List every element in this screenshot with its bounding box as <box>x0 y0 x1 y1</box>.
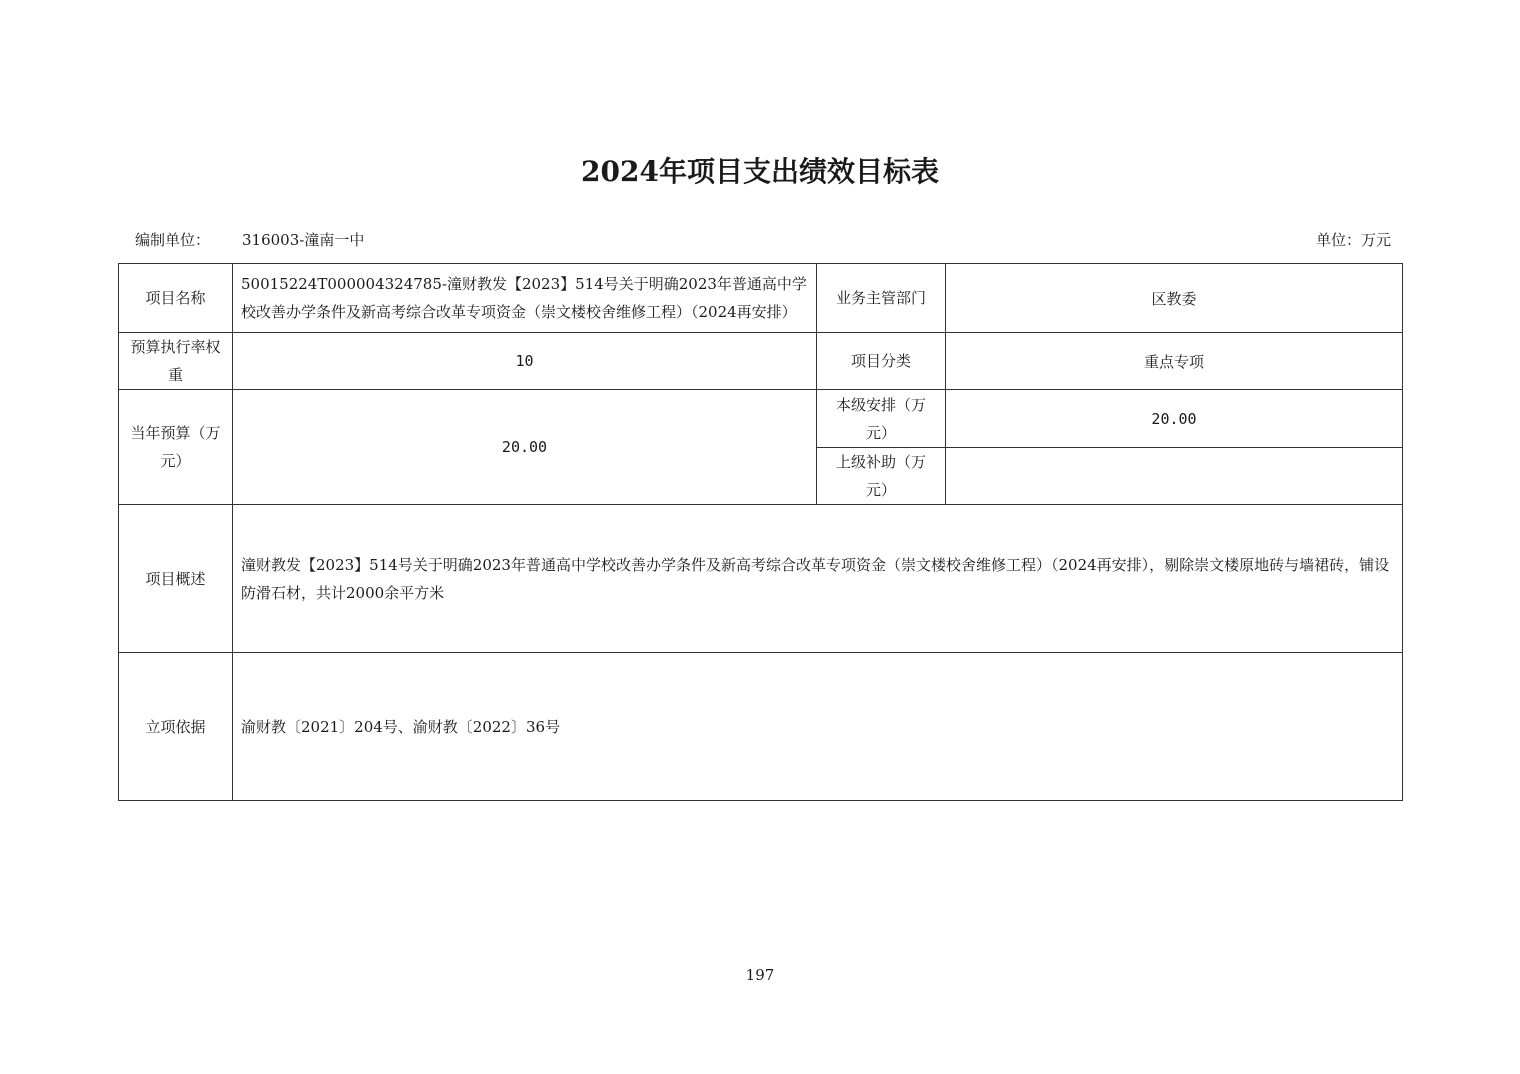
project-basis-label: 立项依据 <box>119 653 233 801</box>
performance-target-table <box>118 263 1403 801</box>
table-row <box>119 505 1403 653</box>
upper-subsidy-label: 上级补助（万元） <box>817 448 946 505</box>
upper-subsidy-value <box>946 448 1403 505</box>
project-basis-value: 渝财教〔2021〕204号、渝财教〔2022〕36号 <box>233 653 1403 801</box>
department-label: 业务主管部门 <box>817 264 946 333</box>
project-overview-label: 项目概述 <box>119 505 233 653</box>
table-row <box>119 653 1403 801</box>
project-category-label: 项目分类 <box>817 333 946 390</box>
local-allocation-value: 20.00 <box>946 390 1403 448</box>
currency-unit: 单位：万元 <box>1315 231 1391 249</box>
execution-rate-weight-label: 预算执行率权重 <box>119 333 233 390</box>
page-number: 197 <box>745 966 775 984</box>
table-row <box>119 333 1403 390</box>
local-allocation-label: 本级安排（万元） <box>817 390 946 448</box>
table-row <box>119 390 1403 448</box>
project-category-value: 重点专项 <box>946 333 1403 390</box>
execution-rate-weight-value: 10 <box>233 333 817 390</box>
project-name-label: 项目名称 <box>119 264 233 333</box>
project-name-value: 50015224T000004324785-潼财教发【2023】514号关于明确2023年普通高中学校改善办学条件及新高考综合改革专项资金（崇文楼校舍维修工程）（2024再安排） <box>233 264 817 333</box>
table-row <box>119 264 1403 333</box>
compiling-unit-value: 316003-潼南一中 <box>242 231 365 249</box>
annual-budget-value: 20.00 <box>233 390 817 505</box>
annual-budget-label: 当年预算（万元） <box>119 390 233 505</box>
project-overview-value: 潼财教发【2023】514号关于明确2023年普通高中学校改善办学条件及新高考综合改革专项资金（崇文楼校舍维修工程）（2024再安排），剔除崇文楼原地砖与墙裙砖，铺设防滑石材，共计2000余平方米 <box>233 505 1403 653</box>
department-value: 区教委 <box>946 264 1403 333</box>
compiling-unit-label: 编制单位： <box>135 231 211 249</box>
page-title: 2024年项目支出绩效目标表 <box>581 155 939 188</box>
